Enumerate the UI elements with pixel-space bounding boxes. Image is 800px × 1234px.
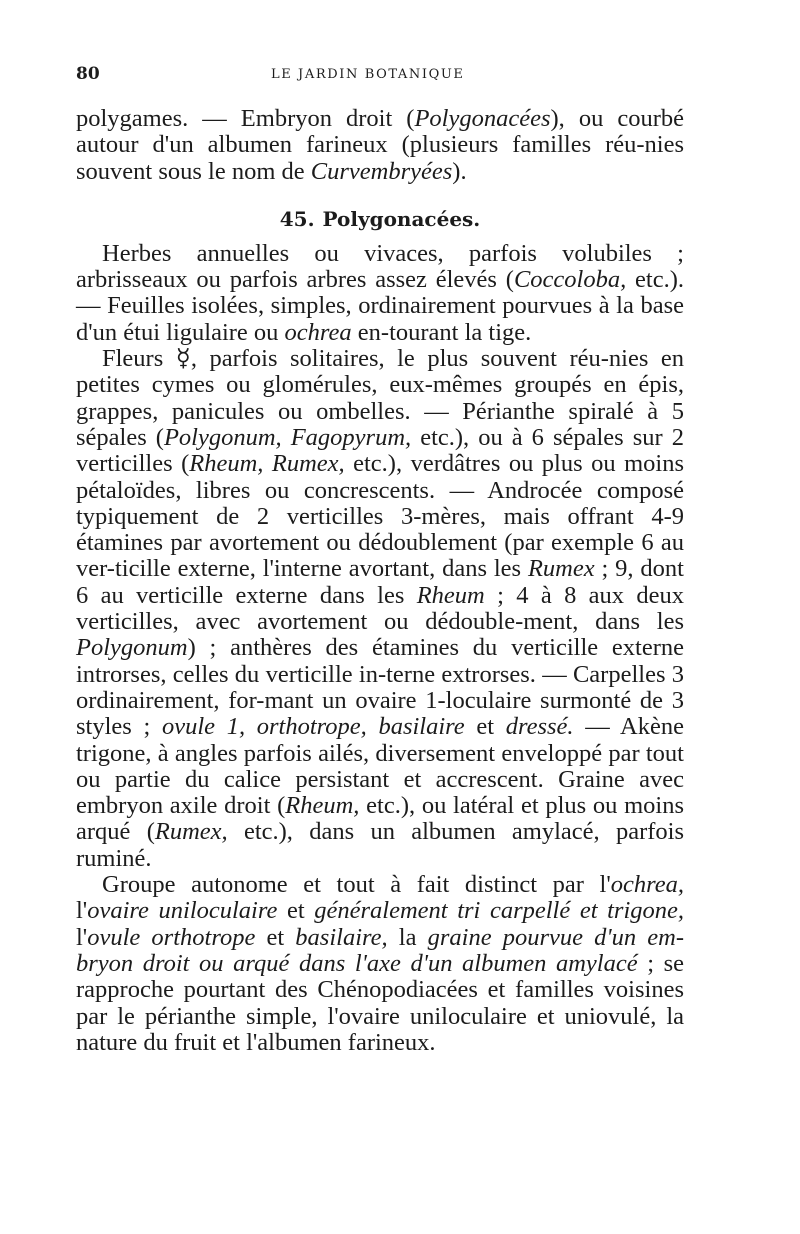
book-page [76, 62, 684, 1056]
paragraph-affinities: Groupe autonome et tout à fait distinct par l'ochrea, l'ovaire uniloculaire et généralement tri carpellé et trigone, l'ovule orthotrope et basilaire, la graine pourvue d'un em-bryon droit ou arqué dans l'axe d'un albumen amylacé ; se rapproche pourtant des Chénopodiacées et familles voisines par le périanthe simple, l'ovaire uniloculaire et uniovulé, la nature du fruit et l'albumen farineux. [76, 871, 685, 1056]
section-title: Polygonacées. [322, 206, 481, 231]
paragraph-intro: polygames. — Embryon droit (Polygonacées), ou courbé autour d'un albumen farineux (plusieurs familles réu-nies souvent sous le nom de Curvembryées). [76, 105, 684, 185]
running-title: LE JARDIN BOTANIQUE [271, 67, 465, 82]
paragraph-flowers: Fleurs ☿, parfois solitaires, le plus souvent réu-nies en petites cymes ou glomérules, eux-mêmes groupés en épis, grappes, panicules ou ombelles. — Périanthe spiralé à 5 sépales (Polygonum, Fagopyrum, etc.), ou à 6 sépales sur 2 verticilles (Rheum, Rumex, etc.), verdâtres ou plus ou moins pétaloïdes, libres ou concrescents. — Androcée composé typiquement de 2 verticilles 3-mères, mais offrant 4-9 étamines par avortement ou dédoublement (par exemple 6 au ver-ticille externe, l'interne avortant, dans les Rumex ; 9, dont 6 au verticille externe dans les Rheum ; 4 à 8 aux deux verticilles, avec avortement ou dédouble-ment, dans les Polygonum) ; anthères des étamines du verticille externe introrses, celles du verticille in-terne extrorses. — Carpelles 3 ordinairement, for-mant un ovaire 1-loculaire surmonté de 3 styles ; ovule 1, orthotrope, basilaire et dressé. — Akène trigone, à angles parfois ailés, diversement enveloppé par tout ou partie du calice persistant et accrescent. Graine avec embryon axile droit (Rheum, etc.), ou latéral et plus ou moins arqué (Rumex, etc.), dans un albumen amylacé, parfois ruminé. [76, 345, 685, 872]
paragraph-habit: Herbes annuelles ou vivaces, parfois volubiles ; arbrisseaux ou parfois arbres assez élevés (Coccoloba, etc.). — Feuilles isolées, simples, ordinairement pourvues à la base d'un étui ligulaire ou ochrea en-tourant la tige. [76, 239, 685, 346]
section-number: 45. [279, 206, 315, 231]
page-number: 80 [76, 64, 100, 84]
running-head [76, 62, 684, 88]
section-heading [76, 207, 684, 231]
